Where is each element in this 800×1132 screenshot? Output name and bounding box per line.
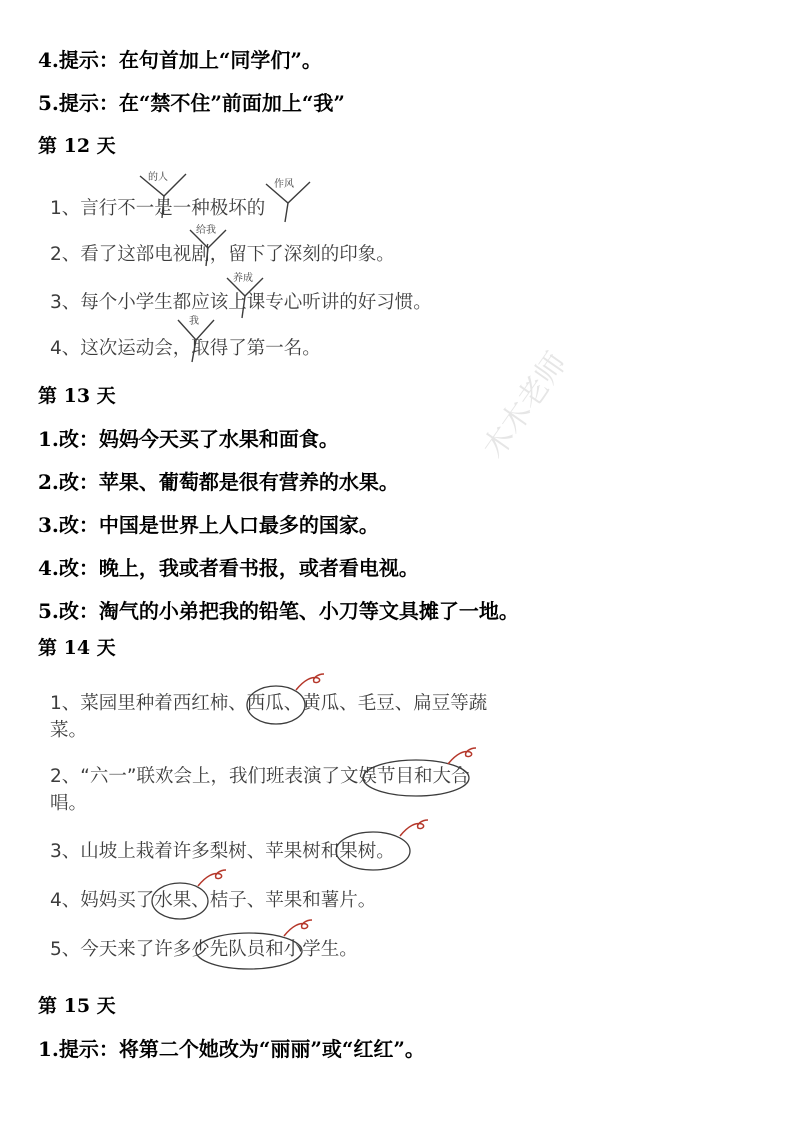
day15-hint-1: 1.提示：将第二个她改为“丽丽”或“红红”。 — [38, 1037, 425, 1061]
day12-sentence-3: 3、每个小学生都应该上课专心听讲的好习惯。 — [50, 292, 432, 313]
insertion-mark-text: 养成 — [233, 273, 253, 284]
watermark: 木木老师 — [476, 346, 575, 465]
insertion-mark-text: 给我 — [196, 225, 216, 236]
pigtail-mark — [198, 870, 226, 886]
day14-sentence-3: 3、山坡上栽着许多梨树、苹果树和果树。 — [50, 841, 395, 862]
pigtail-mark — [448, 748, 476, 764]
day12-sentence-2: 2、看了这部电视剧，留下了深刻的印象。 — [50, 244, 395, 265]
day13-answer-3: 3.改：中国是世界上人口最多的国家。 — [38, 513, 379, 537]
pigtail-mark — [400, 820, 428, 836]
day12-sentence-4: 4、这次运动会，取得了第一名。 — [50, 338, 321, 359]
day13-answer-5: 5.改：淘气的小弟把我的铅笔、小刀等文具摊了一地。 — [38, 599, 519, 623]
day14-sentence-2: 2、“六一”联欢会上，我们班表演了文娱节目和大合 — [50, 766, 470, 787]
day-14-heading: 第 14 天 — [38, 637, 116, 659]
day14-sentence-4: 4、妈妈买了水果、桔子、苹果和薯片。 — [50, 890, 377, 911]
day-13-heading: 第 13 天 — [38, 385, 116, 407]
day13-answer-4: 4.改：晚上，我或者看书报，或者看电视。 — [38, 556, 419, 580]
insertion-caret — [285, 203, 288, 222]
hint-4: 4.提示：在句首加上“同学们”。 — [38, 48, 322, 72]
hint-5: 5.提示：在“禁不住”前面加上“我” — [38, 91, 345, 115]
insertion-mark-text: 作风 — [274, 179, 294, 190]
day14-sentence-1-cont: 菜。 — [50, 720, 88, 741]
day14-sentence-2-cont: 唱。 — [50, 793, 88, 814]
insertion-mark-text: 的人 — [148, 172, 168, 183]
day-12-heading: 第 12 天 — [38, 135, 116, 157]
insertion-mark-text: 我 — [189, 316, 199, 327]
pigtail-mark — [296, 674, 324, 690]
day12-sentence-1: 1、言行不一是一种极坏的 — [50, 198, 266, 219]
day14-sentence-5: 5、今天来了许多少先队员和小学生。 — [50, 939, 358, 960]
day13-answer-2: 2.改：苹果、葡萄都是很有营养的水果。 — [38, 470, 399, 494]
day14-sentence-1: 1、菜园里种着西红柿、西瓜、黄瓜、毛豆、扁豆等蔬 — [50, 693, 488, 714]
day13-answer-1: 1.改：妈妈今天买了水果和面食。 — [38, 427, 339, 451]
day-15-heading: 第 15 天 — [38, 995, 116, 1017]
pigtail-mark — [284, 920, 312, 936]
